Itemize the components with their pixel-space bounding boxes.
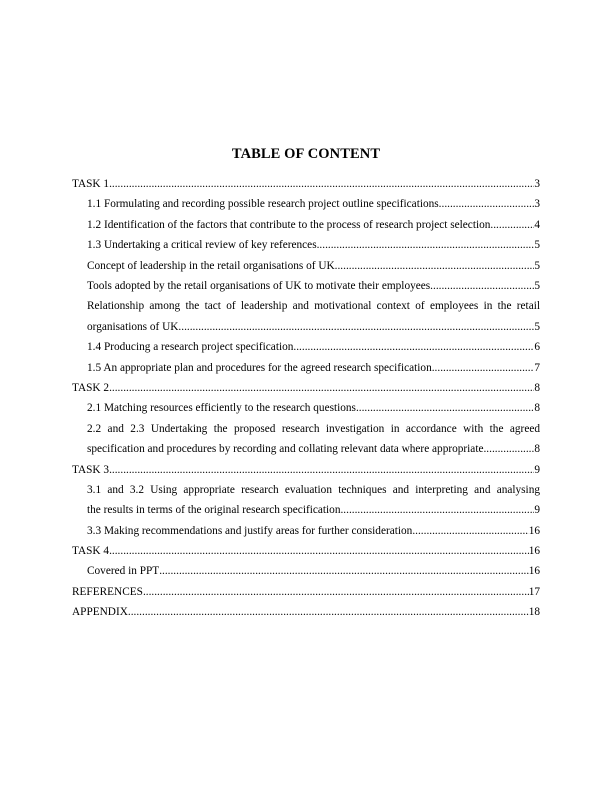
- toc-entry-text: 1.4 Producing a research project specification: [87, 341, 294, 354]
- toc-entry[interactable]: [72, 541, 540, 561]
- dot-leader: [109, 541, 529, 561]
- dot-leader: [317, 235, 535, 255]
- toc-entry[interactable]: [72, 215, 540, 235]
- toc-page-number: 16: [528, 524, 540, 537]
- toc-entry[interactable]: [72, 174, 540, 194]
- table-of-contents: [72, 174, 540, 623]
- dot-leader: [293, 337, 534, 357]
- toc-entry-text: 1.1 Formulating and recording possible research project outline specifications: [87, 198, 439, 211]
- toc-entry[interactable]: [72, 480, 540, 521]
- toc-entry[interactable]: [72, 337, 540, 357]
- toc-entry[interactable]: [72, 378, 540, 398]
- toc-entry[interactable]: [72, 296, 540, 337]
- toc-page-number: 6: [534, 341, 540, 354]
- toc-entry-text: 1.2 Identification of the factors that contribute to the process of research project selection: [87, 218, 491, 231]
- toc-entry-text: organisations of UK: [87, 320, 179, 333]
- toc-page-number: 16: [528, 545, 540, 558]
- toc-entry-text: the results in terms of the original research specification: [87, 504, 341, 517]
- toc-page-number: 18: [528, 606, 540, 619]
- dot-leader: [109, 460, 534, 480]
- toc-entry[interactable]: [72, 602, 540, 622]
- dot-leader: [430, 276, 534, 296]
- toc-entry[interactable]: [72, 276, 540, 296]
- toc-page-number: 16: [528, 565, 540, 578]
- toc-entry-text: Concept of leadership in the retail organisations of UK: [87, 259, 335, 272]
- dot-leader: [109, 174, 534, 194]
- toc-entry[interactable]: [72, 561, 540, 581]
- toc-page-number: 4: [534, 218, 540, 231]
- toc-entry-text: TASK 2: [72, 381, 110, 394]
- dot-leader: [143, 582, 529, 602]
- toc-page-number: 8: [534, 402, 540, 415]
- toc-entry-text: TASK 3: [72, 463, 110, 476]
- dot-leader: [178, 317, 534, 337]
- toc-entry-text: 1.5 An appropriate plan and procedures for the agreed research specification: [87, 361, 432, 374]
- toc-page-number: 9: [534, 504, 540, 517]
- toc-entry[interactable]: [72, 194, 540, 214]
- toc-page-number: 5: [534, 320, 540, 333]
- dot-leader: [483, 439, 534, 459]
- toc-page-number: 5: [534, 259, 540, 272]
- dot-leader: [335, 256, 535, 276]
- toc-entry-text-line1: Relationship among the tact of leadership and motivational context of employees in the retail: [87, 300, 540, 313]
- dot-leader: [340, 500, 534, 520]
- toc-entry[interactable]: [72, 256, 540, 276]
- toc-entry[interactable]: [72, 235, 540, 255]
- toc-entry-text: APPENDIX: [72, 606, 128, 619]
- toc-page-number: 7: [534, 361, 540, 374]
- dot-leader: [490, 215, 534, 235]
- toc-entry-text: TASK 1: [72, 178, 110, 190]
- toc-entry[interactable]: [72, 398, 540, 418]
- toc-page-number: 9: [534, 463, 540, 476]
- toc-page-number: 8: [534, 381, 540, 394]
- dot-leader: [128, 602, 529, 622]
- toc-page-number: 17: [528, 585, 540, 598]
- toc-entry-text: specification and procedures by recording and collating relevant data where appropriate: [87, 443, 484, 456]
- toc-entry-text-line1: 2.2 and 2.3 Undertaking the proposed research investigation in accordance with the agreed: [87, 422, 540, 435]
- toc-entry-text: 2.1 Matching resources efficiently to the research questions: [87, 402, 356, 415]
- toc-entry[interactable]: [72, 521, 540, 541]
- toc-entry[interactable]: [72, 460, 540, 480]
- toc-entry-text: 1.3 Undertaking a critical review of key references: [87, 239, 317, 252]
- toc-page-number: 3: [534, 178, 540, 190]
- toc-page-number: 5: [534, 239, 540, 252]
- toc-page-number: 8: [534, 443, 540, 456]
- dot-leader: [432, 358, 535, 378]
- toc-page-number: 5: [534, 279, 540, 292]
- dot-leader: [109, 378, 534, 398]
- toc-entry-text: Covered in PPT: [87, 565, 160, 578]
- toc-entry-text: REFERENCES: [72, 585, 143, 598]
- toc-entry-text-line1: 3.1 and 3.2 Using appropriate research evaluation techniques and interpreting and analysing: [87, 483, 540, 496]
- dot-leader: [159, 561, 529, 581]
- dot-leader: [412, 521, 528, 541]
- toc-entry-text: 3.3 Making recommendations and justify areas for further consideration: [87, 524, 413, 537]
- toc-page-number: 3: [534, 198, 540, 211]
- toc-entry-text: TASK 4: [72, 545, 110, 558]
- toc-entry[interactable]: [72, 358, 540, 378]
- toc-entry-text: Tools adopted by the retail organisations of UK to motivate their employees: [87, 279, 431, 292]
- dot-leader: [439, 194, 535, 214]
- dot-leader: [356, 398, 534, 418]
- toc-entry[interactable]: [72, 419, 540, 460]
- toc-entry[interactable]: [72, 582, 540, 602]
- toc-title: TABLE OF CONTENT: [231, 146, 381, 162]
